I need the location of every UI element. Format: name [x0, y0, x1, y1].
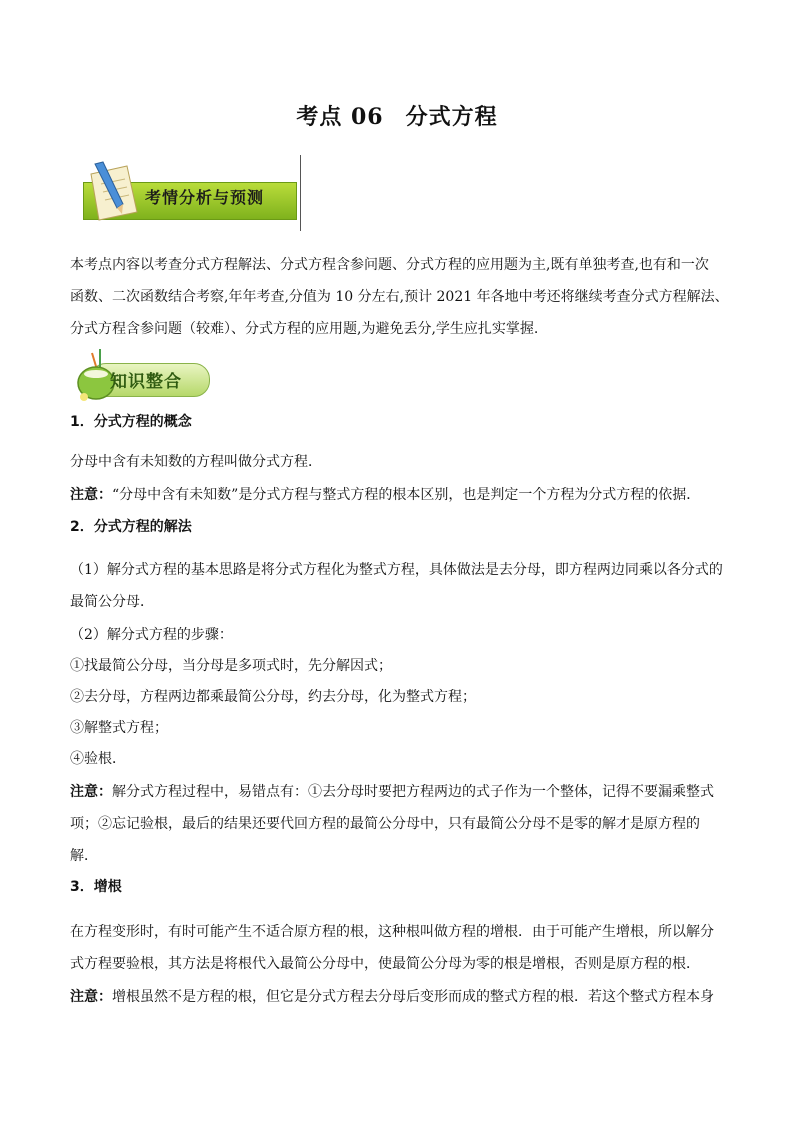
section-2-paragraph-1 [70, 556, 730, 616]
text-line: 在方程变形时，有时可能产生不适合原方程的根，这种根叫做方程的增根．由于可能产生增根，所以解分 [70, 924, 714, 940]
badge-label: 知识整合 [110, 372, 182, 392]
note-text: 解． [70, 848, 98, 864]
intro-line: 本考点内容以考查分式方程解法、分式方程含参问题、分式方程的应用题为主,既有单独考查,也有和一次 [70, 257, 709, 273]
section-3-heading: 3．增根 [70, 879, 122, 895]
step-item: ③解整式方程； [70, 720, 168, 736]
note-label: 注意： [70, 784, 112, 800]
section-3-note [70, 983, 730, 1011]
section-1-note [70, 481, 730, 509]
section-2-heading: 2．分式方程的解法 [70, 519, 192, 535]
intro-line: 函数、二次函数结合考察,年年考查,分值为 10 分左右,预计 2021 年各地中考还将继续考查分式方程解法、 [70, 289, 729, 305]
text-line: 式方程要验根，其方法是将根代入最简公分母中，使最简公分母为零的根是增根，否则是原方程的根． [70, 956, 700, 972]
note-label: 注意： [70, 989, 112, 1005]
text-line: 最简公分母． [70, 594, 154, 610]
section-3-body [70, 918, 730, 978]
section-2-note [70, 778, 730, 870]
note-text: “分母中含有未知数”是分式方程与整式方程的根本区别，也是判定一个方程为分式方程的依据． [112, 487, 701, 503]
step-item: ①找最简公分母，当分母是多项式时，先分解因式； [70, 658, 392, 674]
paper-pencil-icon [83, 160, 145, 224]
note-label: 注意： [70, 487, 112, 503]
section-1-body: 分母中含有未知数的方程叫做分式方程． [70, 454, 322, 470]
knowledge-badge [70, 347, 210, 403]
intro-paragraph [70, 251, 730, 343]
step-item: ④验根． [70, 751, 126, 767]
banner-label: 考情分析与预测 [145, 188, 265, 207]
divider [300, 155, 301, 231]
note-text: 解分式方程过程中，易错点有：①去分母时要把方程两边的式子作为一个整体，记得不要漏乘整式 [112, 784, 714, 800]
exam-analysis-banner [83, 160, 297, 224]
step-item: ②去分母，方程两边都乘最简公分母，约去分母，化为整式方程； [70, 689, 476, 705]
note-text: 增根虽然不是方程的根，但它是分式方程去分母后变形而成的整式方程的根．若这个整式方程本身 [112, 989, 714, 1005]
text-line: （1）解分式方程的基本思路是将分式方程化为整式方程，具体做法是去分母，即方程两边同乘以各分式的 [70, 562, 723, 578]
page-title [0, 100, 794, 131]
title-main: 考点 06 [296, 104, 384, 130]
title-sub: 分式方程 [405, 104, 498, 130]
section-1-heading: 1．分式方程的概念 [70, 414, 192, 430]
note-text: 项；②忘记验根，最后的结果还要代回方程的最简公分母中，只有最简公分母不是零的解才是原方程的 [70, 816, 700, 832]
intro-line: 分式方程含参问题（较难）、分式方程的应用题,为避免丢分,学生应扎实掌握. [70, 321, 539, 337]
section-2-paragraph-2: （2）解分式方程的步骤： [70, 627, 233, 643]
